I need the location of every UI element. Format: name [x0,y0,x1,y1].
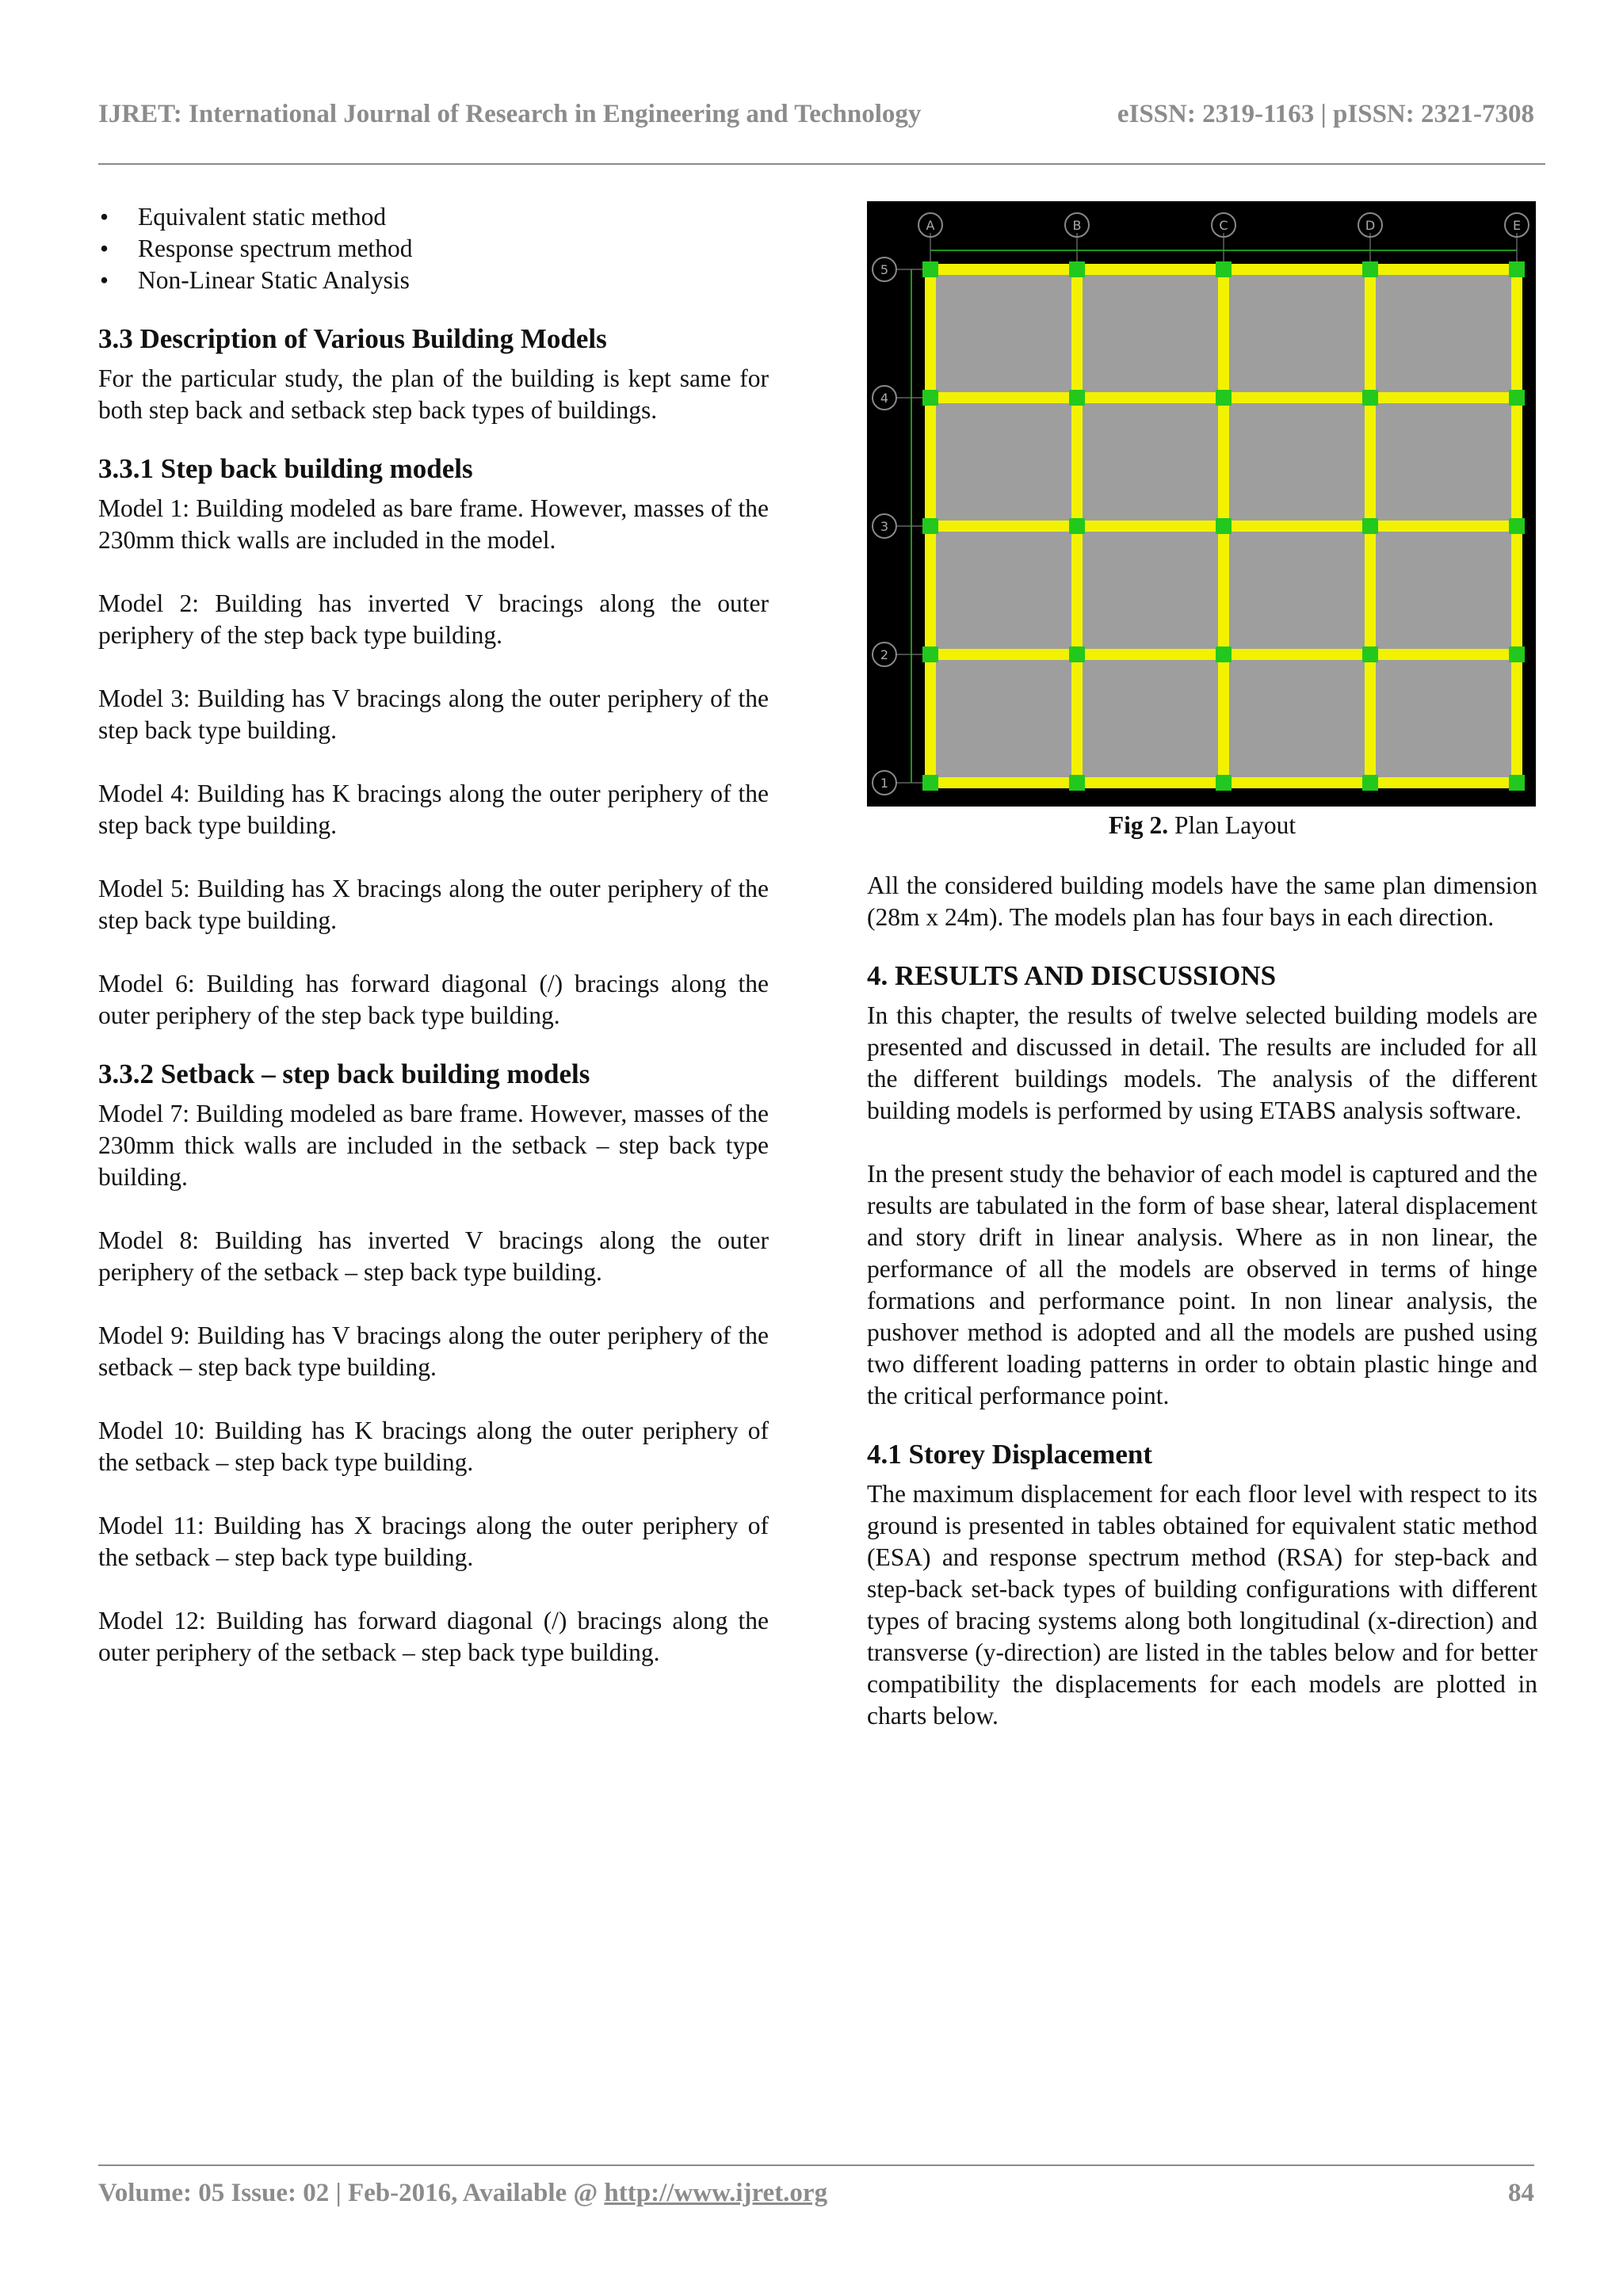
column [1362,646,1378,662]
column [1509,518,1525,534]
grid-bubble-label: C [1219,218,1228,233]
method-list [98,201,769,296]
page-header [98,100,1534,129]
column [1216,775,1232,791]
journal-link[interactable]: http://www.ijret.org [604,2179,828,2207]
model-description: Model 7: Building modeled as bare frame. However, masses of the 230mm thick walls are included in the setback – step back type building. [98,1100,769,1191]
header-rule [98,163,1545,165]
paragraph: All the considered building models have the same plan dimension (28m x 24m). The models plan has four bays in each direction. [867,871,1537,931]
list-item: • Non-Linear Static Analysis [98,265,769,296]
column [1216,261,1232,277]
plan-layout-drawing [867,201,1536,807]
section-heading-4-1: 4.1 Storey Displacement [867,1439,1152,1470]
paragraph: The maximum displacement for each floor level with respect to its ground is presented in tables obtained for equivalent static method (ESA) and response spectrum method (RSA) for step-back and step-back set-back types of building configurations with different types of bracing systems along both longitudinal (x-direction) and transverse (y-direction) are listed in the tables below and for better compatibility the displacements for each models are plotted in charts below. [867,1480,1537,1730]
plan-layout-figure [867,201,1536,807]
grid-bubble-label: B [1072,218,1082,233]
footer-rule [98,2164,1534,2166]
model-description: Model 4: Building has K bracings along the outer periphery of the step back type building. [98,780,769,839]
model-description: Model 9: Building has V bracings along the outer periphery of the setback – step back type building. [98,1322,769,1381]
column [922,775,938,791]
grid-bubble-label: 4 [880,391,889,406]
list-item: • Equivalent static method [98,201,769,233]
column [1069,518,1085,534]
column [1362,775,1378,791]
page-footer [98,2179,1534,2208]
model-description: Model 6: Building has forward diagonal (/) bracings along the outer periphery of the step back type building. [98,970,769,1029]
section-heading-4: 4. RESULTS AND DISCUSSIONS [867,960,1277,991]
grid-bubble-label: D [1365,218,1376,233]
grid-bubble-label: 5 [880,262,889,277]
grid-bubble-label: A [926,218,935,233]
column [1509,775,1525,791]
caption-text: Plan Layout [1168,811,1296,839]
section-heading-3-3-1: 3.3.1 Step back building models [98,453,473,484]
column [1069,775,1085,791]
section-heading-3-3: 3.3 Description of Various Building Models [98,323,607,354]
column [1216,646,1232,662]
model-description: Model 11: Building has X bracings along the outer periphery of the setback – step back type building. [98,1512,769,1571]
column [1362,261,1378,277]
column [922,646,938,662]
grid-bubble-label: 1 [880,776,889,791]
footer-volume: Volume: 05 Issue: 02 | Feb-2016, Available @ http://www.ijret.org [98,2179,828,2207]
column [1362,390,1378,406]
model-description: Model 8: Building has inverted V bracings along the outer periphery of the setback – step back type building. [98,1226,769,1286]
journal-title: IJRET: International Journal of Research in Engineering and Technology [98,100,922,128]
grid-bubble-label: 3 [880,519,889,534]
model-description: Model 2: Building has inverted V bracings along the outer periphery of the step back type building. [98,589,769,649]
model-description: Model 3: Building has V bracings along the outer periphery of the step back type building. [98,685,769,744]
model-description: Model 1: Building modeled as bare frame. However, masses of the 230mm thick walls are included in the model. [98,494,769,554]
column [1069,646,1085,662]
model-description: Model 10: Building has K bracings along the outer periphery of the setback – step back type building. [98,1417,769,1476]
column [1216,518,1232,534]
column [1509,646,1525,662]
figure-caption [867,810,1537,841]
column [1509,390,1525,406]
section-heading-3-3-2: 3.3.2 Setback – step back building models [98,1058,590,1089]
grid-bubble-label: E [1512,218,1522,233]
column [1069,261,1085,277]
column [1509,261,1525,277]
right-column [867,201,1537,1732]
left-column [98,201,769,1669]
column [1216,390,1232,406]
model-description: Model 12: Building has forward diagonal (/) bracings along the outer periphery of the setback – step back type building. [98,1607,769,1666]
column [922,390,938,406]
column [922,261,938,277]
column [1362,518,1378,534]
issn: eISSN: 2319-1163 | pISSN: 2321-7308 [1117,100,1534,128]
paragraph: In the present study the behavior of each model is captured and the results are tabulated in the form of base shear, lateral displacement and story drift in linear analysis. Where as in non linear, the performance of all the models are observed in terms of hinge formations and performance point. In non linear analysis, the pushover method is adopted and all the models are pushed using two different loading patterns in order to obtain plastic hinge and the critical performance point. [867,1160,1537,1409]
grid-bubble-label: 2 [880,647,889,662]
column [1069,390,1085,406]
caption-label: Fig 2. [1108,811,1169,839]
page-number: 84 [1508,2179,1534,2207]
list-item: • Response spectrum method [98,233,769,265]
paragraph: In this chapter, the results of twelve selected building models are presented and discussed in detail. The results are included for all the different buildings models. The analysis of the different building models is performed by using ETABS analysis software. [867,1001,1537,1124]
paragraph: For the particular study, the plan of the building is kept same for both step back and setback step back types of buildings. [98,364,769,424]
model-description: Model 5: Building has X bracings along the outer periphery of the step back type building. [98,875,769,934]
column [922,518,938,534]
